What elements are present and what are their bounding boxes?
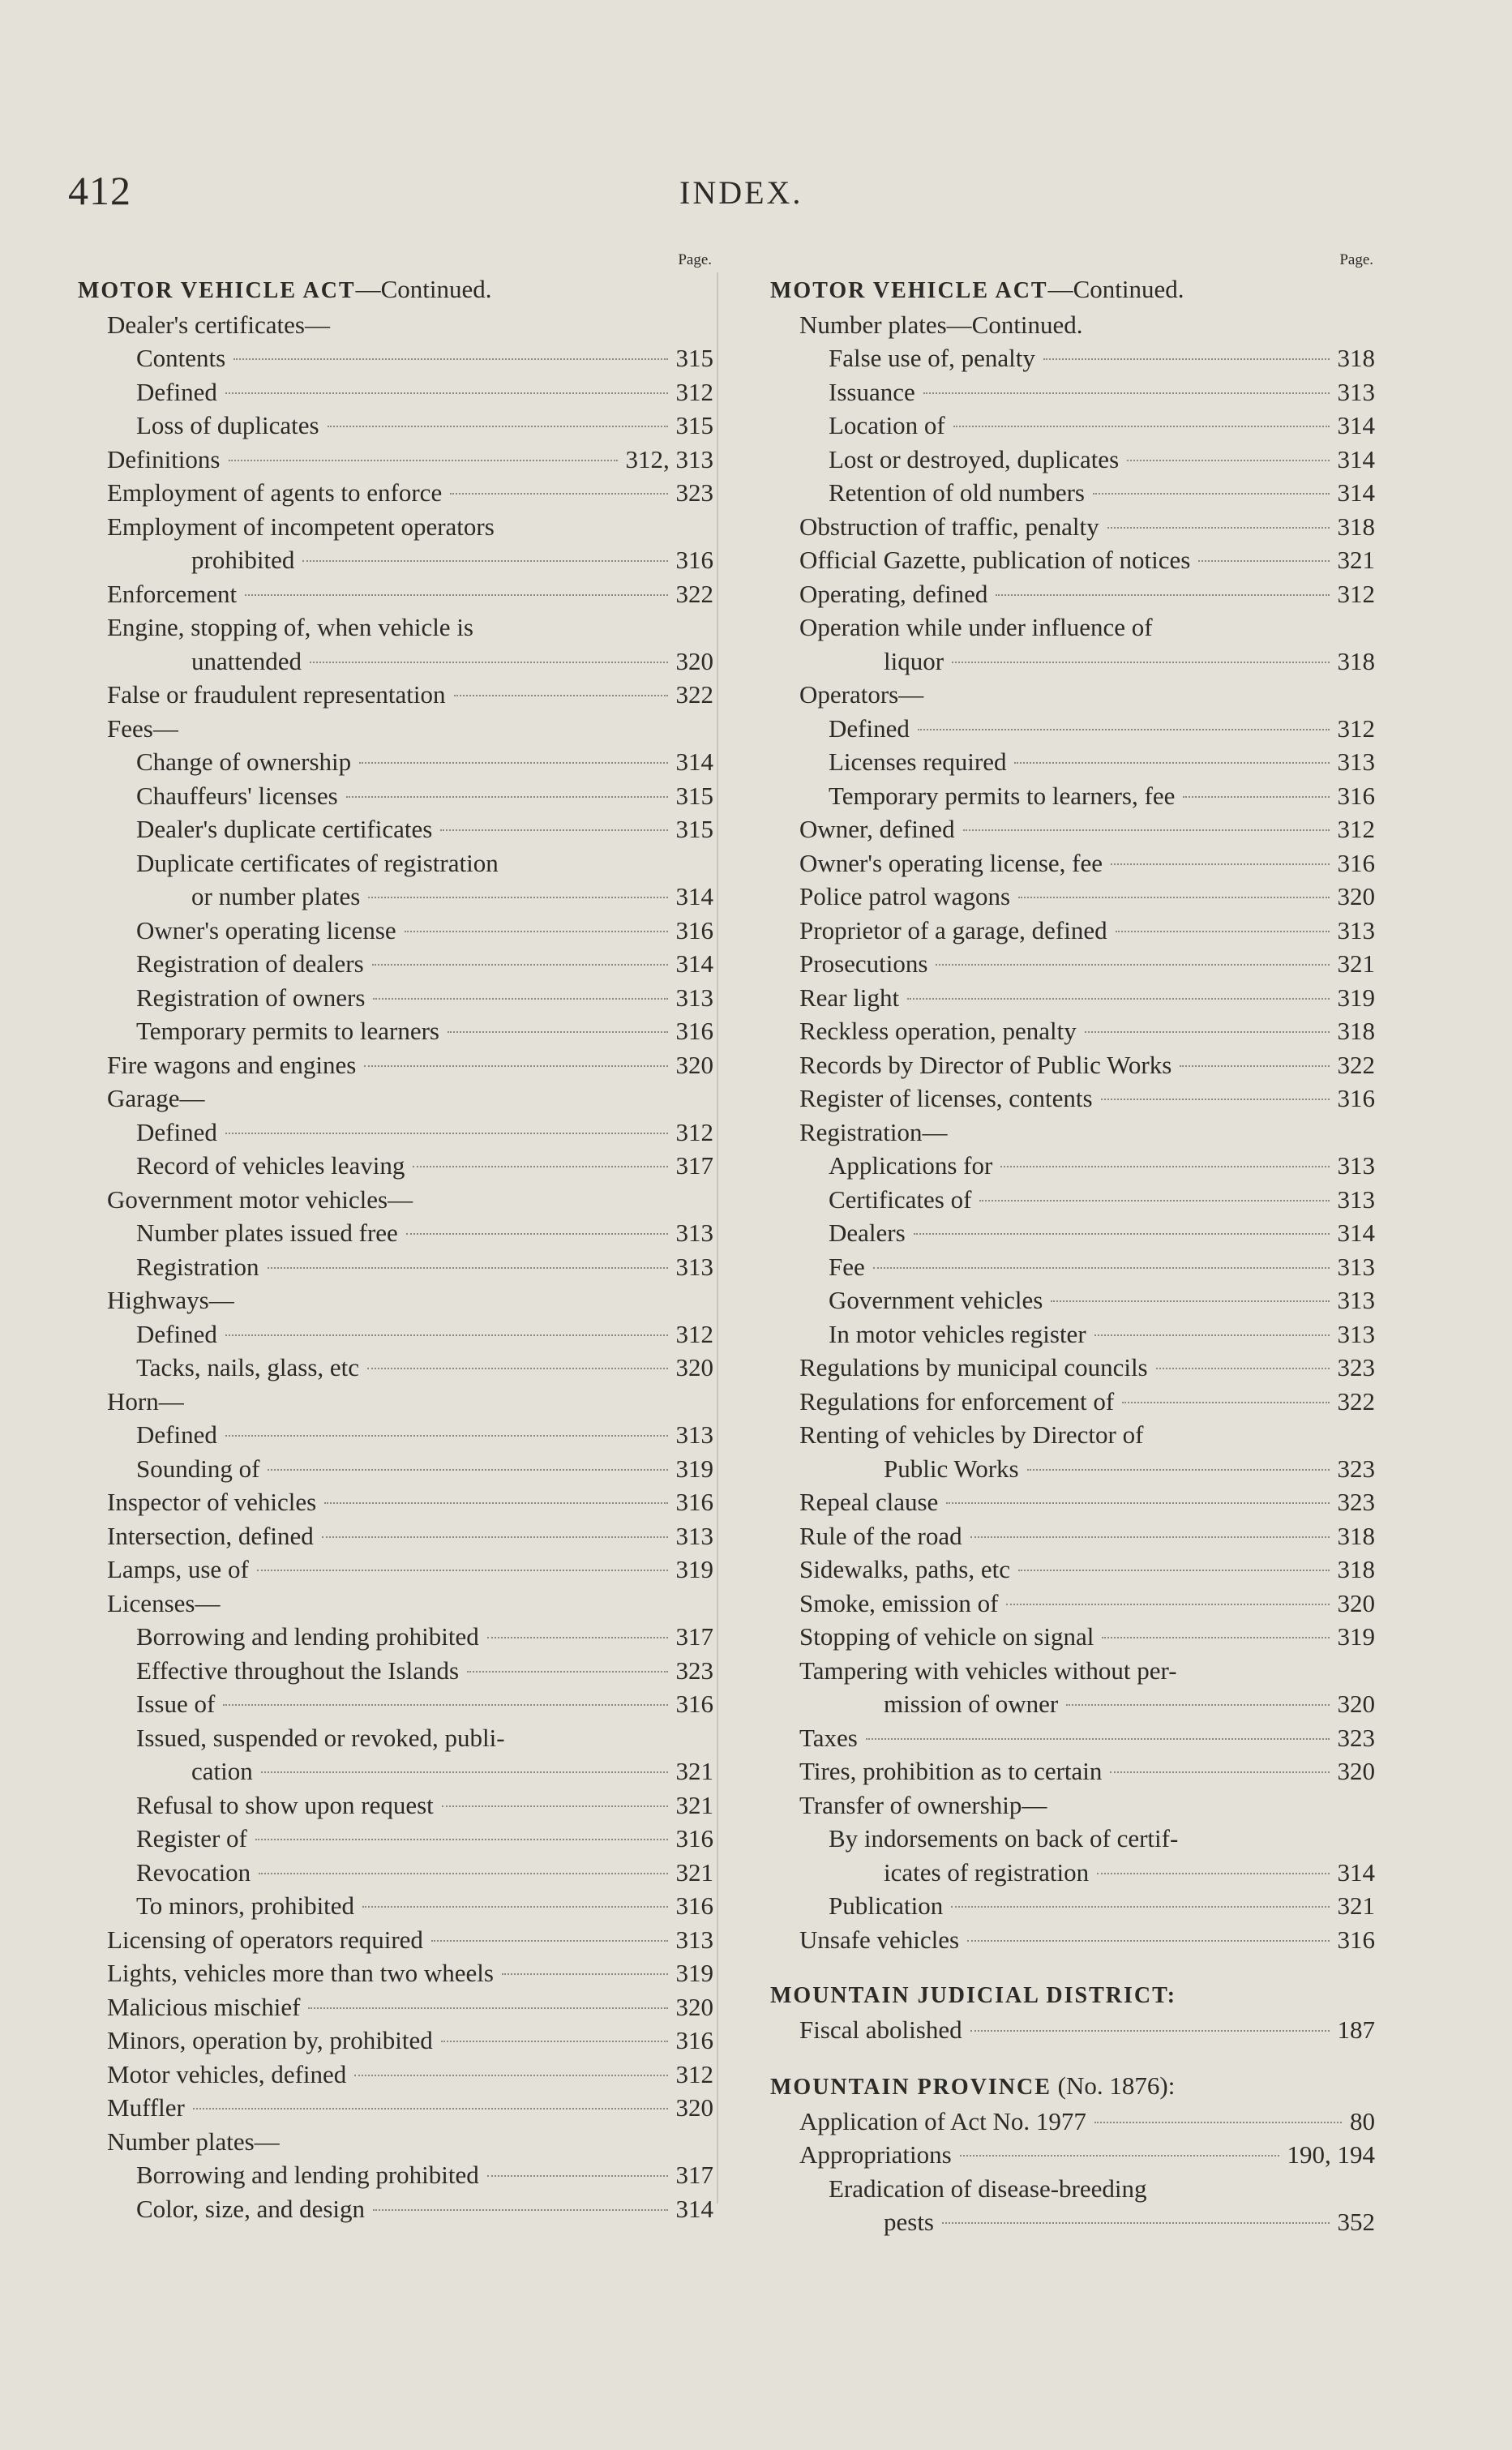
index-entry: Issue of 316 [136,1690,713,1718]
index-entry: Taxes 323 [799,1723,1375,1752]
index-entry: Rule of the road 318 [799,1521,1375,1550]
section-heading: MOUNTAIN JUDICIAL DISTRICT: [770,1983,1177,2008]
index-entry: Registration of dealers 314 [136,949,713,978]
left-column [78,248,713,2225]
index-entry: In motor vehicles register 313 [829,1319,1375,1348]
index-subheading: Garage— [107,1084,205,1112]
index-subheading: Horn— [107,1386,184,1416]
index-entry: Police patrol wagons 320 [799,882,1375,910]
index-entry: Prosecutions 321 [799,949,1375,978]
index-entry: Owner's operating license 316 [136,915,713,944]
index-entry: or number plates 314 [191,882,713,910]
index-entry: pests 352 [884,2208,1375,2236]
index-entry: Issuance 313 [829,377,1375,406]
index-entry: Tires, prohibition as to certain 320 [799,1757,1375,1785]
index-entry: To minors, prohibited 316 [136,1891,713,1920]
index-entry: Lamps, use of 319 [107,1555,713,1583]
index-entry: Regulations by municipal councils 323 [799,1353,1375,1381]
index-subheading: Highways— [107,1286,234,1314]
index-entry: Smoke, emission of 320 [799,1588,1375,1617]
section-heading: MOUNTAIN PROVINCE (No. 1876): [770,2071,1176,2100]
index-entry: Fire wagons and engines 320 [107,1050,713,1079]
index-subheading: Government motor vehicles— [107,1184,413,1214]
index-entry: Public Works 323 [884,1454,1375,1483]
index-entry: Tacks, nails, glass, etc 320 [136,1353,713,1381]
index-entry-line: Operation while under influence of [799,613,1153,641]
index-entry: Defined 312 [136,1319,713,1348]
page-number: 412 [68,168,131,213]
index-entry: Defined 313 [136,1420,713,1449]
right-column [770,248,1375,2239]
index-entry: Loss of duplicates 315 [136,411,713,439]
index-entry: Record of vehicles leaving 317 [136,1151,713,1180]
index-entry: Licensing of operators required 313 [107,1925,713,1954]
index-entry: Intersection, defined 313 [107,1521,713,1550]
index-entry: Publication 321 [829,1891,1375,1920]
index-entry: Refusal to show upon request 321 [136,1790,713,1819]
index-entry: Temporary permits to learners 316 [136,1017,713,1045]
index-entry: Location of 314 [829,411,1375,439]
index-entry: Borrowing and lending prohibited 317 [136,1622,713,1651]
index-entry: Revocation 321 [136,1857,713,1887]
index-entry: cation 321 [191,1757,713,1785]
index-subheading: Number plates—Continued. [799,310,1083,339]
index-entry: Register of licenses, contents 316 [799,1084,1375,1112]
index-entry: Color, size, and design 314 [136,2194,713,2223]
index-entry: Regulations for enforcement of 322 [799,1386,1375,1416]
index-entry: Defined 312 [136,1117,713,1146]
index-entry: Employment of agents to enforce 323 [107,478,713,507]
index-entry: Reckless operation, penalty 318 [799,1017,1375,1045]
index-entry: Rear light 319 [799,983,1375,1012]
index-entry: Change of ownership 314 [136,747,713,776]
index-entry: Obstruction of traffic, penalty 318 [799,512,1375,541]
index-entry: Lights, vehicles more than two wheels 319 [107,1959,713,1987]
index-entry: Proprietor of a garage, defined 313 [799,915,1375,944]
index-entry: Repeal clause 323 [799,1488,1375,1516]
index-entry: Enforcement 322 [107,579,713,608]
index-subheading: Registration— [799,1117,948,1146]
index-entry: mission of owner 320 [884,1690,1375,1718]
index-entry: Records by Director of Public Works 322 [799,1050,1375,1079]
index-entry: icates of registration 314 [884,1857,1375,1887]
index-entry: Effective throughout the Islands 323 [136,1655,713,1685]
index-entry: Fee 313 [829,1252,1375,1281]
index-entry: Minors, operation by, prohibited 316 [107,2026,713,2054]
page-column-label: Page. [1339,251,1373,268]
index-entry-line: Eradication of disease-breeding [829,2174,1147,2203]
index-entry: Definitions 312, 313 [107,444,713,473]
index-entry: False use of, penalty 318 [829,344,1375,372]
index-entry: Licenses required 313 [829,747,1375,776]
index-entry-line: Issued, suspended or revoked, publi- [136,1723,505,1752]
running-head: INDEX. [679,174,803,211]
section-heading: MOTOR VEHICLE ACT—Continued. [78,275,492,303]
index-subheading: Licenses— [107,1588,221,1617]
index-entry-line: Engine, stopping of, when vehicle is [107,613,473,641]
index-entry: False or fraudulent representation 322 [107,680,713,709]
index-entry: Motor vehicles, defined 312 [107,2059,713,2088]
index-entry: Sounding of 319 [136,1454,713,1483]
column-divider [717,272,718,2204]
index-entry: Government vehicles 313 [829,1286,1375,1314]
index-entry: Application of Act No. 1977 80 [799,2106,1375,2135]
index-entry-line: Renting of vehicles by Director of [799,1420,1144,1449]
index-entry: Inspector of vehicles 316 [107,1488,713,1516]
index-subheading: Dealer's certificates— [107,310,330,339]
index-entry-line: By indorsements on back of certif- [829,1824,1179,1852]
index-entry: Defined 312 [829,713,1375,743]
index-entry: Official Gazette, publication of notices 321 [799,546,1375,574]
index-entry-line: Duplicate certificates of registration [136,848,499,877]
index-entry: Contents 315 [136,344,713,372]
index-entry: Malicious mischief 320 [107,1992,713,2021]
index-entry: unattended 320 [191,646,713,675]
index-entry: Dealers 314 [829,1219,1375,1247]
index-subheading: Transfer of ownership— [799,1790,1047,1819]
index-entry: Owner's operating license, fee 316 [799,848,1375,877]
index-entry: Certificates of 313 [829,1184,1375,1214]
index-entry-line: Employment of incompetent operators [107,512,495,541]
index-entry: liquor 318 [884,646,1375,675]
index-entry: Lost or destroyed, duplicates 314 [829,444,1375,473]
index-entry: Muffler 320 [107,2093,713,2122]
section-heading: MOTOR VEHICLE ACT—Continued. [770,275,1184,303]
index-entry: Temporary permits to learners, fee 316 [829,781,1375,810]
index-entry: Appropriations 190, 194 [799,2140,1375,2169]
index-subheading: Fees— [107,713,178,743]
index-entry: Sidewalks, paths, etc 318 [799,1555,1375,1583]
index-entry: Chauffeurs' licenses 315 [136,781,713,810]
index-entry: Stopping of vehicle on signal 319 [799,1622,1375,1651]
index-entry: Register of 316 [136,1824,713,1852]
index-entry: Registration 313 [136,1252,713,1281]
index-entry: Fiscal abolished 187 [799,2015,1375,2044]
index-entry: Owner, defined 312 [799,815,1375,843]
index-entry: Number plates issued free 313 [136,1219,713,1247]
index-entry: prohibited 316 [191,546,713,574]
page-column-label: Page. [678,251,712,268]
index-entry: Unsafe vehicles 316 [799,1925,1375,1954]
index-entry-line: Tampering with vehicles without per- [799,1655,1177,1685]
index-entry: Dealer's duplicate certificates 315 [136,815,713,843]
index-entry: Registration of owners 313 [136,983,713,1012]
index-subheading: Operators— [799,680,924,709]
index-entry: Operating, defined 312 [799,579,1375,608]
index-entry: Applications for 313 [829,1151,1375,1180]
index-entry: Borrowing and lending prohibited 317 [136,2161,713,2189]
index-entry: Retention of old numbers 314 [829,478,1375,507]
index-subheading: Number plates— [107,2127,280,2156]
index-entry: Defined 312 [136,377,713,406]
